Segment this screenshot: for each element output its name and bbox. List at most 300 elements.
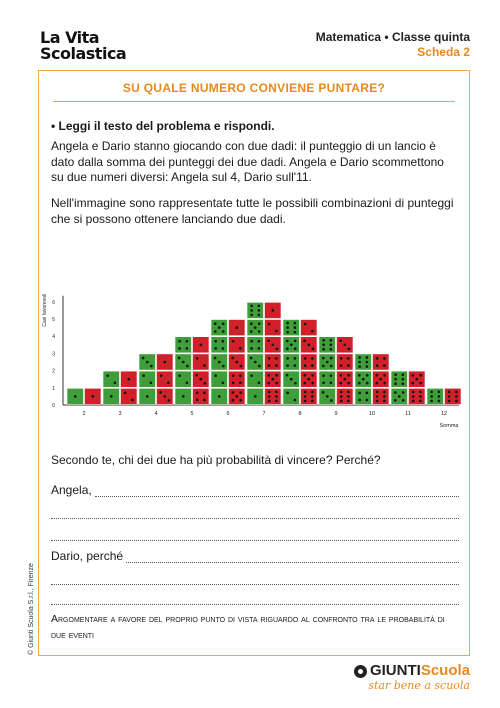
- die-pip: [163, 395, 166, 398]
- die-pip: [366, 361, 369, 364]
- die-pip: [271, 309, 274, 312]
- die-pip: [358, 382, 361, 385]
- die-pip: [250, 305, 253, 308]
- die-pip: [303, 374, 306, 377]
- die-pip: [376, 395, 379, 398]
- die-pip: [124, 392, 127, 395]
- die-pip: [286, 326, 289, 329]
- die-pip: [415, 378, 418, 381]
- die-pip: [258, 322, 261, 325]
- die-pip: [303, 382, 306, 385]
- die-pip: [326, 361, 329, 364]
- die-pip: [258, 305, 261, 308]
- x-tick-label: 6: [226, 411, 230, 417]
- die-face: [301, 320, 318, 336]
- die-face: [175, 371, 192, 387]
- die-pip: [199, 378, 202, 381]
- die-pip: [268, 395, 271, 398]
- die-pip: [402, 382, 405, 385]
- x-tick-label: 10: [368, 411, 376, 417]
- die-pip: [268, 357, 271, 360]
- die-face: [211, 337, 228, 353]
- die-pip: [254, 395, 257, 398]
- die-pip: [235, 361, 238, 364]
- die-pip: [330, 381, 333, 384]
- die-face: [337, 354, 354, 370]
- die-pip: [340, 364, 343, 367]
- die-pip: [375, 382, 378, 385]
- die-pip: [455, 395, 458, 398]
- die-pip: [358, 374, 361, 377]
- x-tick-label: 12: [440, 411, 448, 417]
- die-pip: [402, 373, 405, 376]
- die-pip: [286, 392, 289, 395]
- die-pip: [347, 374, 350, 377]
- die-pip: [239, 381, 242, 384]
- die-pip: [383, 395, 386, 398]
- die-pip: [203, 399, 206, 402]
- x-tick-label: 4: [154, 411, 158, 417]
- copyright-notice: © Giunti Scuola S.r.l., Firenze: [28, 563, 35, 655]
- die-pip: [438, 391, 441, 394]
- die-pip: [146, 361, 149, 364]
- die-pip: [232, 381, 235, 384]
- die-pip: [304, 364, 307, 367]
- die-pip: [366, 382, 369, 385]
- die-pip: [231, 399, 234, 402]
- die-pip: [232, 374, 235, 377]
- x-tick-label: 11: [405, 411, 411, 417]
- die-pip: [222, 340, 225, 343]
- die-pip: [254, 326, 257, 329]
- title-divider: [53, 101, 455, 102]
- die-pip: [222, 365, 225, 368]
- exercise-title: SU QUALE NUMERO CONVIENE PUNTARE?: [122, 81, 386, 95]
- die-pip: [127, 378, 130, 381]
- dotted-line: [126, 552, 459, 563]
- die-face: [211, 371, 228, 387]
- die-pip: [304, 391, 307, 394]
- die-face: [157, 371, 174, 387]
- die-pip: [286, 340, 289, 343]
- die-pip: [239, 399, 242, 402]
- die-pip: [199, 344, 202, 347]
- die-pip: [339, 374, 342, 377]
- die-pip: [178, 347, 181, 350]
- die-pip: [231, 357, 234, 360]
- brand-logo: [40, 30, 126, 62]
- die-face: [445, 388, 462, 404]
- die-pip: [358, 392, 361, 395]
- die-pip: [376, 400, 379, 403]
- die-pip: [326, 395, 329, 398]
- die-pip: [267, 374, 270, 377]
- die-pip: [294, 399, 297, 402]
- die-face: [283, 388, 300, 404]
- die-pip: [196, 399, 199, 402]
- die-pip: [275, 391, 278, 394]
- die-pip: [74, 395, 77, 398]
- die-pip: [235, 326, 238, 329]
- die-pip: [376, 364, 379, 367]
- die-pip: [412, 395, 415, 398]
- subject-label: Matematica • Classe quinta: [315, 30, 470, 44]
- die-pip: [304, 400, 307, 403]
- dice-chart: [39, 241, 471, 433]
- die-pip: [362, 378, 365, 381]
- die-pip: [168, 399, 171, 402]
- die-pip: [340, 395, 343, 398]
- die-face: [265, 354, 282, 370]
- die-pip: [186, 347, 189, 350]
- die-pip: [250, 309, 253, 312]
- die-pip: [304, 395, 307, 398]
- die-pip: [159, 391, 162, 394]
- die-pip: [311, 330, 314, 333]
- sheet-label: Scheda 2: [417, 45, 470, 59]
- die-pip: [267, 339, 270, 342]
- die-pip: [419, 395, 422, 398]
- die-pip: [268, 364, 271, 367]
- die-face: [247, 337, 264, 353]
- die-pip: [330, 344, 333, 347]
- die-pip: [398, 395, 401, 398]
- die-pip: [250, 322, 253, 325]
- die-face: [175, 337, 192, 353]
- die-pip: [322, 365, 325, 368]
- die-pip: [286, 364, 289, 367]
- die-face: [247, 302, 264, 318]
- die-pip: [343, 344, 346, 347]
- die-pip: [231, 391, 234, 394]
- die-pip: [339, 382, 342, 385]
- die-pip: [186, 381, 189, 384]
- die-pip: [347, 400, 350, 403]
- die-pip: [222, 381, 225, 384]
- die-pip: [286, 347, 289, 350]
- die-pip: [394, 382, 397, 385]
- die-pip: [311, 395, 314, 398]
- die-pip: [239, 391, 242, 394]
- logo-sub: Scuola: [420, 662, 470, 679]
- die-pip: [167, 381, 170, 384]
- die-pip: [286, 331, 289, 334]
- dotted-line: [51, 530, 459, 541]
- die-pip: [294, 347, 297, 350]
- die-pip: [312, 348, 315, 351]
- die-pip: [218, 395, 221, 398]
- die-pip: [276, 348, 279, 351]
- die-pip: [358, 361, 361, 364]
- die-pip: [340, 391, 343, 394]
- die-pip: [178, 340, 181, 343]
- y-axis-label: Casi favorevoli: [42, 293, 48, 327]
- die-pip: [163, 361, 166, 364]
- die-pip: [294, 326, 297, 329]
- die-pip: [383, 382, 386, 385]
- die-face: [193, 388, 210, 404]
- die-face: [265, 388, 282, 404]
- die-pip: [267, 382, 270, 385]
- die-pip: [275, 330, 278, 333]
- die-pip: [258, 381, 261, 384]
- die-pip: [150, 381, 153, 384]
- die-pip: [419, 391, 422, 394]
- die-pip: [303, 339, 306, 342]
- die-pip: [294, 331, 297, 334]
- die-face: [229, 371, 246, 387]
- die-pip: [275, 357, 278, 360]
- die-pip: [366, 365, 369, 368]
- die-pip: [322, 391, 325, 394]
- logo-tagline: star bene a scuola: [368, 679, 470, 692]
- die-pip: [142, 374, 145, 377]
- logo-main: GIUNTI: [369, 662, 421, 679]
- die-pip: [275, 382, 278, 385]
- die-pip: [311, 382, 314, 385]
- die-pip: [311, 374, 314, 377]
- die-pip: [240, 365, 243, 368]
- die-face: [409, 388, 426, 404]
- die-pip: [448, 395, 451, 398]
- die-pip: [455, 400, 458, 403]
- x-tick-label: 3: [118, 411, 122, 417]
- answer-line-angela[interactable]: [51, 483, 459, 497]
- die-pip: [438, 400, 441, 403]
- die-pip: [366, 399, 369, 402]
- die-pip: [214, 357, 217, 360]
- answer-line-dario[interactable]: [51, 549, 459, 563]
- die-pip: [330, 365, 333, 368]
- die-pip: [304, 323, 307, 326]
- x-tick-label: 7: [262, 411, 266, 417]
- die-pip: [271, 344, 274, 347]
- die-face: [121, 388, 138, 404]
- die-pip: [214, 347, 217, 350]
- problem-paragraph-1: Angela e Dario stanno giocando con due dadi: il punteggio di un lancio è dato dalla somma dei punteggi dei due dadi. Angela e Dario scommettono su due numeri diversi: Angela sul 4, Dario sull'11.: [51, 139, 444, 184]
- die-pip: [376, 391, 379, 394]
- y-tick-label: 3: [52, 351, 55, 358]
- die-pip: [411, 382, 414, 385]
- die-pip: [322, 381, 325, 384]
- die-pip: [290, 344, 293, 347]
- die-pip: [258, 330, 261, 333]
- die-face: [355, 354, 372, 370]
- brand-line-1: La Vita: [40, 28, 100, 47]
- die-pip: [271, 378, 274, 381]
- die-pip: [91, 395, 94, 398]
- die-pip: [258, 309, 261, 312]
- instruction: • Leggi il testo del problema e rispondi.: [51, 119, 275, 133]
- answer-line[interactable]: [51, 591, 459, 605]
- die-pip: [375, 374, 378, 377]
- die-pip: [218, 326, 221, 329]
- dotted-line: [51, 508, 459, 519]
- publisher-logo: [354, 662, 470, 692]
- die-pip: [222, 330, 225, 333]
- die-pip: [110, 395, 113, 398]
- die-pip: [330, 348, 333, 351]
- die-pip: [142, 357, 145, 360]
- die-pip: [214, 340, 217, 343]
- die-pip: [160, 374, 163, 377]
- die-pip: [412, 400, 415, 403]
- die-pip: [322, 357, 325, 360]
- die-pip: [330, 339, 333, 342]
- y-tick-label: 0: [52, 403, 55, 409]
- die-pip: [196, 392, 199, 395]
- die-face: [355, 388, 372, 404]
- die-pip: [383, 357, 386, 360]
- die-face: [337, 388, 354, 404]
- die-pip: [311, 364, 314, 367]
- die-pip: [258, 340, 261, 343]
- die-pip: [347, 391, 350, 394]
- die-pip: [290, 378, 293, 381]
- die-pip: [222, 347, 225, 350]
- die-pip: [383, 364, 386, 367]
- die-face: [247, 371, 264, 387]
- giunti-mark-icon: [354, 665, 367, 678]
- die-pip: [455, 391, 458, 394]
- die-pip: [366, 392, 369, 395]
- die-pip: [275, 374, 278, 377]
- die-face: [265, 320, 282, 336]
- die-pip: [214, 330, 217, 333]
- die-pip: [307, 378, 310, 381]
- x-tick-label: 5: [190, 411, 194, 417]
- die-pip: [376, 357, 379, 360]
- die-pip: [196, 357, 199, 360]
- die-pip: [268, 391, 271, 394]
- die-pip: [419, 400, 422, 403]
- die-pip: [322, 339, 325, 342]
- die-face: [319, 371, 336, 387]
- die-pip: [330, 374, 333, 377]
- learning-objective: Argomentare a favore del proprio punto di vista riguardo al confronto tra le probabilità di due eventi: [51, 613, 445, 641]
- die-pip: [275, 400, 278, 403]
- die-pip: [204, 382, 207, 385]
- die-pip: [330, 357, 333, 360]
- die-pip: [178, 374, 181, 377]
- die-pip: [131, 399, 134, 402]
- die-pip: [250, 347, 253, 350]
- die-pip: [347, 382, 350, 385]
- die-pip: [182, 361, 185, 364]
- answer-line[interactable]: [51, 571, 459, 585]
- die-pip: [322, 374, 325, 377]
- dotted-line: [51, 574, 459, 585]
- die-pip: [394, 391, 397, 394]
- die-pip: [239, 374, 242, 377]
- die-pip: [307, 344, 310, 347]
- die-pip: [286, 322, 289, 325]
- die-face: [193, 354, 210, 370]
- die-face: [427, 388, 444, 404]
- y-tick-label: 2: [52, 368, 55, 375]
- die-pip: [294, 357, 297, 360]
- die-pip: [358, 365, 361, 368]
- die-pip: [275, 364, 278, 367]
- die-pip: [322, 344, 325, 347]
- die-pip: [411, 374, 414, 377]
- answer-line[interactable]: [51, 505, 459, 519]
- die-pip: [347, 357, 350, 360]
- die-pip: [394, 373, 397, 376]
- y-tick-label: 4: [52, 334, 55, 341]
- die-pip: [275, 395, 278, 398]
- die-pip: [340, 400, 343, 403]
- die-face: [319, 337, 336, 353]
- die-pip: [232, 340, 235, 343]
- die-face: [229, 337, 246, 353]
- die-pip: [419, 382, 422, 385]
- die-pip: [268, 400, 271, 403]
- die-pip: [438, 395, 441, 398]
- x-axis-label: Somma: [439, 423, 459, 429]
- die-pip: [430, 391, 433, 394]
- die-pip: [286, 374, 289, 377]
- die-face: [139, 371, 156, 387]
- die-pip: [254, 361, 257, 364]
- die-pip: [339, 339, 342, 342]
- x-tick-label: 9: [334, 411, 338, 417]
- die-pip: [343, 378, 346, 381]
- die-pip: [268, 323, 271, 326]
- die-pip: [394, 378, 397, 381]
- die-pip: [448, 400, 451, 403]
- die-pip: [106, 374, 109, 377]
- die-pip: [448, 391, 451, 394]
- die-pip: [340, 357, 343, 360]
- die-pip: [186, 340, 189, 343]
- answer-line[interactable]: [51, 527, 459, 541]
- die-pip: [214, 322, 217, 325]
- die-pip: [250, 357, 253, 360]
- die-pip: [330, 399, 333, 402]
- exercise-card: [38, 70, 470, 656]
- die-pip: [146, 395, 149, 398]
- die-face: [373, 388, 390, 404]
- die-pip: [258, 347, 261, 350]
- die-face: [301, 388, 318, 404]
- die-pip: [311, 357, 314, 360]
- die-pip: [203, 392, 206, 395]
- problem-paragraph-2: Nell'immagine sono rappresentate tutte le possibili combinazioni di punteggi che si possono ottenere lanciando due dadi.: [51, 196, 454, 226]
- die-pip: [250, 340, 253, 343]
- die-pip: [348, 348, 351, 351]
- die-pip: [178, 357, 181, 360]
- y-tick-label: 6: [52, 299, 55, 306]
- die-pip: [114, 381, 117, 384]
- die-pip: [203, 364, 206, 367]
- die-pip: [235, 395, 238, 398]
- die-pip: [294, 322, 297, 325]
- die-face: [301, 354, 318, 370]
- die-pip: [430, 400, 433, 403]
- die-pip: [383, 374, 386, 377]
- die-pip: [358, 399, 361, 402]
- die-pip: [311, 391, 314, 394]
- die-pip: [304, 357, 307, 360]
- die-pip: [218, 361, 221, 364]
- x-tick-label: 2: [82, 411, 86, 417]
- dotted-line: [51, 594, 459, 605]
- answer-label-angela: Angela,: [51, 483, 92, 497]
- die-pip: [250, 374, 253, 377]
- die-face: [283, 320, 300, 336]
- die-pip: [214, 374, 217, 377]
